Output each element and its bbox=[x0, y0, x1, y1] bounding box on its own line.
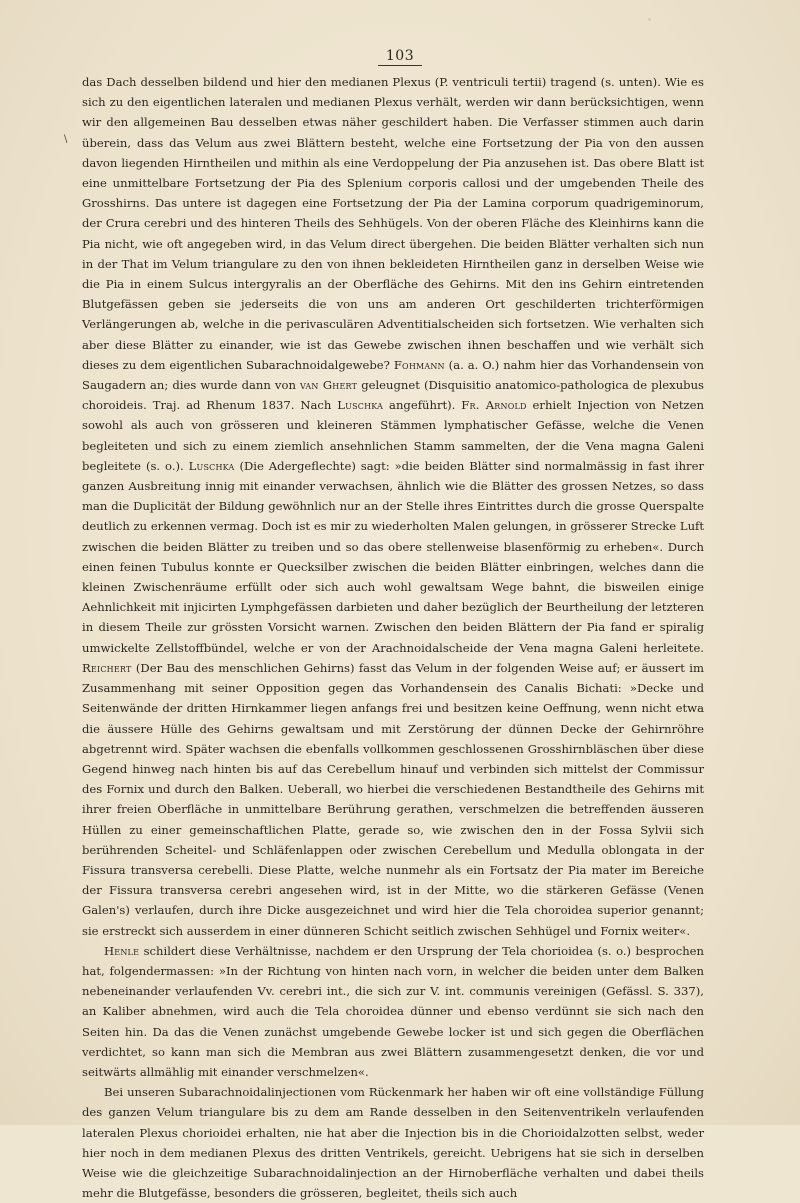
page-number-text: 103 bbox=[378, 48, 422, 66]
page-number bbox=[0, 48, 800, 64]
margin-mark: \ bbox=[64, 134, 68, 145]
paragraph-text: angeführt). bbox=[383, 398, 462, 413]
paragraph-text: Bei unseren Subarachnoidalinjectionen vom Rückenmark her haben wir oft eine vollständige Füllung des ganzen Velum triangulare bis zu dem am Rande desselben in den Seitenventrikeln verlaufenden lateralen Plexus chorioidei erhalten, nie hat aber die Injection bis in die Chorioidalzotten selbst, weder hier noch in dem medianen Plexus des dritten Ventrikels, gereicht. Uebrigens hat sie sich in derselben Weise wie die gleichzeitige Subarachnoidalinjection an der Hirnoberfläche verhalten und dabei theils mehr die Blutgefässe, besonders die grösseren, begleitet, theils sich auch bbox=[82, 1085, 704, 1201]
author-name: Fr. Arnold bbox=[461, 398, 527, 413]
author-name: Henle bbox=[104, 943, 140, 958]
body-text bbox=[82, 72, 704, 1203]
paragraph-text: das Dach desselben bildend und hier den medianen Plexus (P. ventriculi tertii) tragend (s. unten). Wie es sich zu den eigentlichen lateralen und medianen Plexus verhält, werden wir dann berücksichtigen, wenn wir den allgemeinen Bau desselben etwas näher geschildert haben. Die Verfasser stimmen auch darin überein, dass das Velum aus zwei Blättern besteht, welche eine Fortsetzung der Pia von den aussen davon liegenden Hirntheilen und mithin als eine Verdoppelung der Pia anzusehen ist. Das obere Blatt ist eine unmittelbare Fortsetzung der Pia des Splenium corporis callosi und der umgebenden Theile des Grosshirns. Das untere ist dagegen eine Fortsetzung der Pia der Lamina corporum quadrigeminorum, der Crura cerebri und des hinteren Theils des Sehhügels. Von der oberen Fläche des Kleinhirns kann die Pia nicht, wie oft angegeben wird, in das Velum direct übergehen. Die beiden Blätter verhalten sich nun in der That im Velum triangulare zu den von ihnen bekleideten Hirntheilen ganz in derselben Weise wie die Pia in einem Sulcus intergyralis an der Oberfläche des Gehirns. Mit den ins Gehirn eintretenden Blutgefässen geben sie jederseits die von uns am anderen Ort geschilderten trichterförmigen Verlängerungen ab, welche in die perivasculären Adventitialscheiden sich fortsetzen. Wie verhalten sich aber diese Blätter zu einander, wie ist das Gewebe zwischen ihnen beschaffen und wie verhält sich dieses zu dem eigentlichen Subarachnoidalgewebe? bbox=[82, 75, 704, 372]
paragraph-text: (a. a. O.) nahm hier das Vorhandensein von Saugadern an; dies wurde dann von bbox=[82, 357, 704, 393]
author-name: Reichert bbox=[82, 660, 132, 675]
paragraph bbox=[82, 1082, 704, 1203]
paragraph bbox=[82, 72, 704, 941]
author-name: Fohmann bbox=[393, 357, 445, 372]
paragraph-text: schildert diese Verhältnisse, nachdem er den Ursprung der Tela chorioidea (s. o.) besprochen hat, folgendermassen: »In der Richtung von hinten nach vorn, in welcher die beiden unter dem Balken nebeneinander verlaufenden Vv. cerebri int., die sich zur V. int. communis vereinigen (Gefässl. S. 337), an Kaliber abnehmen, wird auch die Tela choroidea dünner und ebenso verdünnt sie sich nach den Seiten hin. Da das die Venen zunächst umgebende Gewebe locker ist und sich gegen die Oberflächen verdichtet, so kann man sich die Membran aus zwei Blättern zusammengesetzt denken, die vor und seitwärts allmählig mit einander verschmelzen«. bbox=[82, 943, 704, 1079]
paragraph-text: (Die Adergeflechte) sagt: »die beiden Blätter sind normalmässig in fast ihrer ganzen Ausbreitung innig mit einander verwachsen, ähnlich wie die Blätter des grossen Netzes, so dass man die Duplicität der Bildung gewöhnlich nur an der Stelle ihres Eintrittes durch die grosse Querspalte deutlich zu erkennen vermag. Doch ist es mir zu wiederholten Malen gelungen, in grösserer Strecke Luft zwischen die beiden Blätter zu treiben und so das obere stellenweise blasenförmig zu erheben«. Durch einen feinen Tubulus konnte er Quecksilber zwischen die beiden Blätter einbringen, welches dann die kleinen Zwischenräume erfüllt oder sich auch wohl gewaltsam Wege bahnt, die bisweilen einige Aehnlichkeit mit injicirten Lymphgefässen darbieten und daher bezüglich der Beurtheilung der letzteren in diesem Theile zur grössten Vorsicht warnen. Zwischen den beiden Blättern der Pia fand er spiralig umwickelte Zellstoffbündel, welche er von der Arachnoidalscheide der Vena magna Galeni herleitete. bbox=[82, 458, 704, 655]
author-name: Luschka bbox=[337, 398, 384, 413]
author-name: Luschka bbox=[188, 458, 235, 473]
paragraph-text: erhielt Injection von Netzen sowohl als auch von grösseren und kleineren Stämmen lymphatischer Gefässe, welche die Venen begleiteten und sich zu einem ziemlich ansehnlichen Stamm sammelten, der die Vena magna Galeni begleitete (s. o.). bbox=[82, 398, 704, 473]
paragraph bbox=[82, 941, 704, 1082]
paper-speck bbox=[648, 18, 651, 21]
author-name: van Ghert bbox=[299, 378, 358, 393]
paragraph-text: (Der Bau des menschlichen Gehirns) fasst das Velum in der folgenden Weise auf; er äussert im Zusammenhang mit seiner Opposition gegen das Vorhandensein des Canalis Bichati: »Decke und Seitenwände der dritten Hirnkammer liegen anfangs frei und besitzen keine Oeffnung, wenn nicht etwa die äussere Hülle des Gehirns gewaltsam und mit Zerstörung der dünnen Decke der Gehirnröhre abgetrennt wird. Später wachsen die ebenfalls vollkommen geschlossenen Grosshirnbläschen über diese Gegend hinweg nach hinten bis auf das Cerebellum hinauf und verbinden sich mittelst der Commissur des Fornix und durch den Balken. Ueberall, wo hierbei die verschiedenen Bestandtheile des Gehirns mit ihrer freien Oberfläche in unmittelbare Berührung gerathen, verschmelzen die betreffenden äusseren Hüllen zu einer gemeinschaftlichen Platte, gerade so, wie zwischen den in der Fossa Sylvii sich berührenden Scheitel- und Schläfenlappen oder zwischen Cerebellum und Medulla oblongata in der Fissura transversa cerebelli. Diese Platte, welche nunmehr als ein Fortsatz der Pia mater im Bereiche der Fissura transversa cerebri angesehen wird, ist in der Mitte, wo die stärkeren Gefässe (Venen Galen's) verlaufen, durch ihre Dicke ausgezeichnet und wird hier die Tela choroidea superior genannt; sie erstreckt sich ausserdem in einer dünneren Schicht seitlich zwischen Sehhügel und Fornix weiter«. bbox=[82, 660, 704, 938]
paragraph-text: geleugnet (Disquisitio anatomico-pathologica de plexubus choroideis. Traj. ad Rhenum 1837. Nach bbox=[82, 378, 705, 413]
